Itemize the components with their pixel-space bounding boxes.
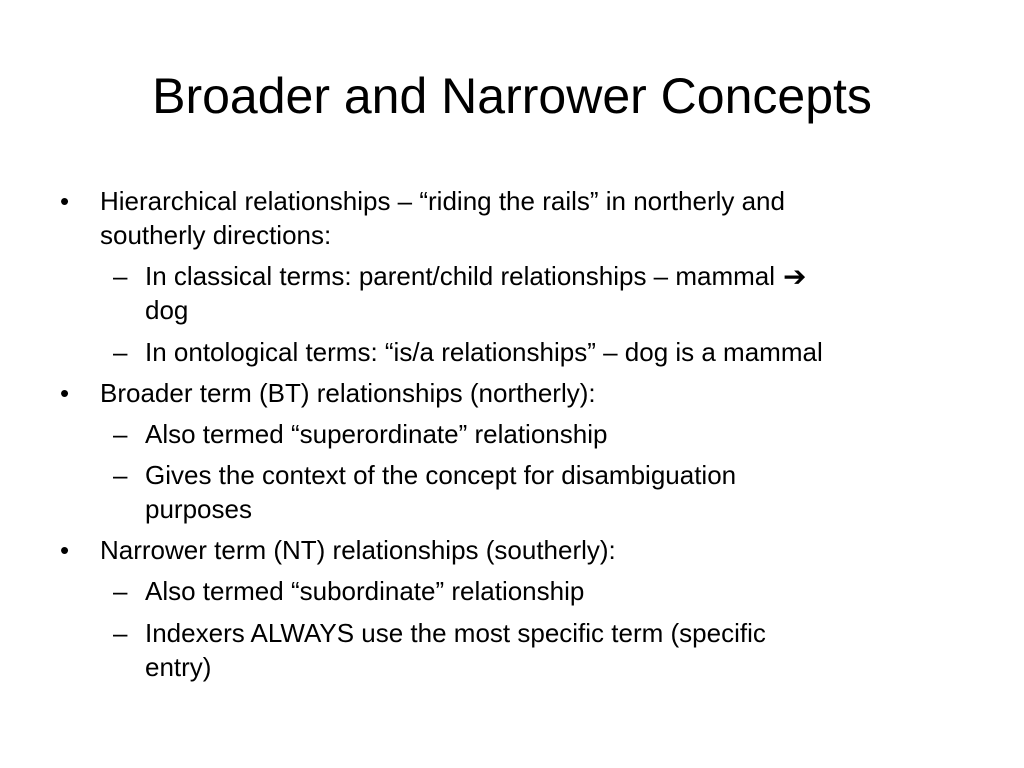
- dash-marker: –: [113, 261, 128, 291]
- sub-bullet-text-line: Gives the context of the concept for disambiguation: [145, 460, 737, 490]
- bullet-text-line: southerly directions:: [100, 220, 332, 250]
- dash-marker: –: [113, 419, 128, 449]
- sub-bullet-text: In classical terms: parent/child relationships – mammal: [145, 261, 776, 291]
- sub-bullet-text-line: Also termed “subordinate” relationship: [145, 576, 585, 606]
- sub-bullet-text-line: Indexers ALWAYS use the most specific term (specific: [145, 618, 766, 648]
- right-arrow-icon: ➔: [783, 261, 807, 292]
- bullet-text-line: Hierarchical relationships – “riding the rails” in northerly and: [100, 186, 785, 216]
- slide-title: Broader and Narrower Concepts: [152, 68, 872, 124]
- sub-bullet-text-line: dog: [145, 295, 189, 325]
- sub-bullet-text-line: In ontological terms: “is/a relationships” – dog is a mammal: [145, 337, 823, 367]
- sub-bullet-text-line: entry): [145, 652, 212, 682]
- dash-marker: –: [113, 576, 128, 606]
- dash-marker: –: [113, 337, 128, 367]
- sub-bullet-text-line: Also termed “superordinate” relationship: [145, 419, 608, 449]
- bullet-marker: •: [60, 535, 70, 565]
- sub-bullet-text-line: [145, 259, 807, 293]
- bullet-text-line: Narrower term (NT) relationships (southerly):: [100, 535, 616, 565]
- bullet-marker: •: [60, 378, 70, 408]
- bullet-text-line: Broader term (BT) relationships (northerly):: [100, 378, 596, 408]
- dash-marker: –: [113, 460, 128, 490]
- bullet-marker: •: [60, 186, 70, 216]
- dash-marker: –: [113, 618, 128, 648]
- sub-bullet-text-line: purposes: [145, 494, 252, 524]
